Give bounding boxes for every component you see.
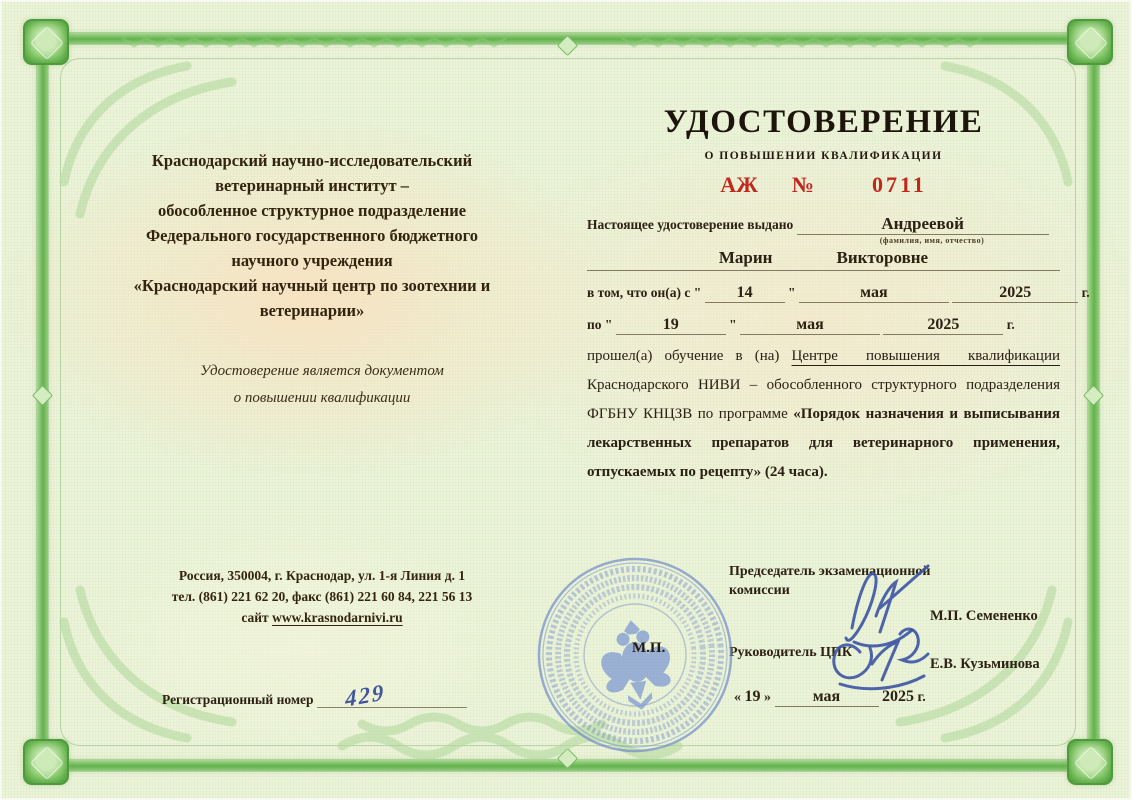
- series-number-row: [587, 172, 1060, 198]
- place-of-seal-label: М.П.: [632, 640, 666, 656]
- institute-name-block: [94, 148, 530, 323]
- issued-to-row: [587, 214, 1060, 235]
- registration-number-label: Регистрационный номер: [162, 692, 314, 707]
- period-to-row: [587, 316, 1015, 335]
- institute-name-line: ветеринарии»: [259, 301, 365, 320]
- issue-day: 19: [744, 688, 761, 705]
- head-signature: [820, 618, 950, 698]
- to-day: 19: [616, 316, 726, 335]
- year-abbr: г.: [917, 690, 926, 705]
- institute-name-line: Федерального государственного бюджетного: [145, 226, 479, 245]
- course-prefix: прошел(а) обучение в (на): [587, 348, 780, 364]
- issued-to-label: Настоящее удостоверение выдано: [587, 217, 794, 232]
- course-body: Краснодарского НИВИ – обособленного структурного подразделения ФГБНУ КНЦЗВ по программе: [587, 377, 1060, 422]
- institute-name-line: ветеринарный институт –: [215, 176, 409, 195]
- institute-address-block: [106, 565, 538, 628]
- year-abbr: г.: [1081, 285, 1090, 300]
- institute-name-line: Краснодарский научно-исследовательский: [151, 151, 473, 170]
- holder-surname: Андреевой: [797, 214, 1049, 235]
- period-from-label: в том, что он(а) с ": [587, 285, 702, 300]
- period-to-label: по ": [587, 317, 613, 332]
- institute-name-line: «Краснодарский научный центр по зоотехнии и: [133, 276, 491, 295]
- corner-ornament-bottom-right: [1067, 739, 1113, 785]
- course-hours: (24 часа).: [764, 464, 828, 480]
- website-url: www.krasnodarnivi.ru: [272, 610, 403, 625]
- diamond-ornament-left: [32, 385, 53, 406]
- registration-number-line: [317, 679, 467, 712]
- quote-mark: ": [729, 317, 737, 332]
- handwritten-reg-number: 429: [344, 679, 386, 712]
- chair-title-line: комиссии: [729, 583, 790, 598]
- holder-patronymic: Викторовне: [836, 248, 929, 267]
- registration-number-row: [162, 679, 482, 712]
- phone-fax-line: тел. (861) 221 62 20, факс (861) 221 60 84, 221 56 13: [171, 589, 473, 604]
- address-line: Россия, 350004, г. Краснодар, ул. 1-я Линия д. 1: [178, 568, 466, 583]
- certificate-subtitle: О ПОВЫШЕНИИ КВАЛИФИКАЦИИ: [704, 150, 943, 162]
- corner-ornament-top-right: [1067, 19, 1113, 65]
- quote-mark: ": [788, 285, 796, 300]
- head-name: Е.В. Кузьминова: [930, 656, 1040, 672]
- issue-month: мая: [775, 688, 879, 707]
- course-program-title: «Порядок назначения и выписывания лекарственных препаратов для ветеринарного применения, отпускаемых по рецепту»: [587, 406, 1060, 480]
- institute-name-line: научного учреждения: [231, 251, 393, 270]
- to-year: 2025: [883, 316, 1003, 335]
- number-sign: №: [791, 172, 814, 197]
- diamond-ornament-right: [1083, 385, 1104, 406]
- corner-ornament-top-left: [23, 19, 69, 65]
- quote-open: «: [734, 690, 741, 705]
- from-month: мая: [799, 284, 949, 303]
- head-title-label: Руководитель ЦПК: [729, 645, 853, 660]
- to-month: мая: [740, 316, 880, 335]
- note-line: о повышении квалификации: [233, 390, 411, 406]
- holder-first-name: Марин: [718, 248, 773, 267]
- series-code: АЖ: [720, 172, 758, 197]
- document-type-note: [132, 358, 512, 412]
- chair-title-line: Председатель экзаменационной: [729, 564, 931, 579]
- quote-close: »: [764, 690, 771, 705]
- certificate-title: УДОСТОВЕРЕНИЕ: [663, 104, 984, 140]
- fio-hint: (фамилия, имя, отчество): [879, 236, 985, 245]
- holder-name-row: [587, 248, 1060, 271]
- course-description: [587, 342, 1060, 487]
- course-place: Центре повышения квалификации: [791, 348, 1060, 364]
- chair-name: М.П. Семененко: [930, 608, 1038, 624]
- certificate-scan: [2, 2, 1130, 798]
- issue-year: 2025: [882, 688, 914, 705]
- period-from-row: [587, 284, 1090, 303]
- from-day: 14: [705, 284, 785, 303]
- certificate-number: 0711: [871, 172, 927, 197]
- corner-ornament-bottom-left: [23, 739, 69, 785]
- website-line: [106, 607, 538, 628]
- from-year: 2025: [952, 284, 1078, 303]
- institute-name-line: обособленное структурное подразделение: [157, 201, 467, 220]
- website-label: сайт: [241, 610, 269, 625]
- year-abbr: г.: [1006, 317, 1015, 332]
- note-line: Удостоверение является документом: [200, 363, 444, 379]
